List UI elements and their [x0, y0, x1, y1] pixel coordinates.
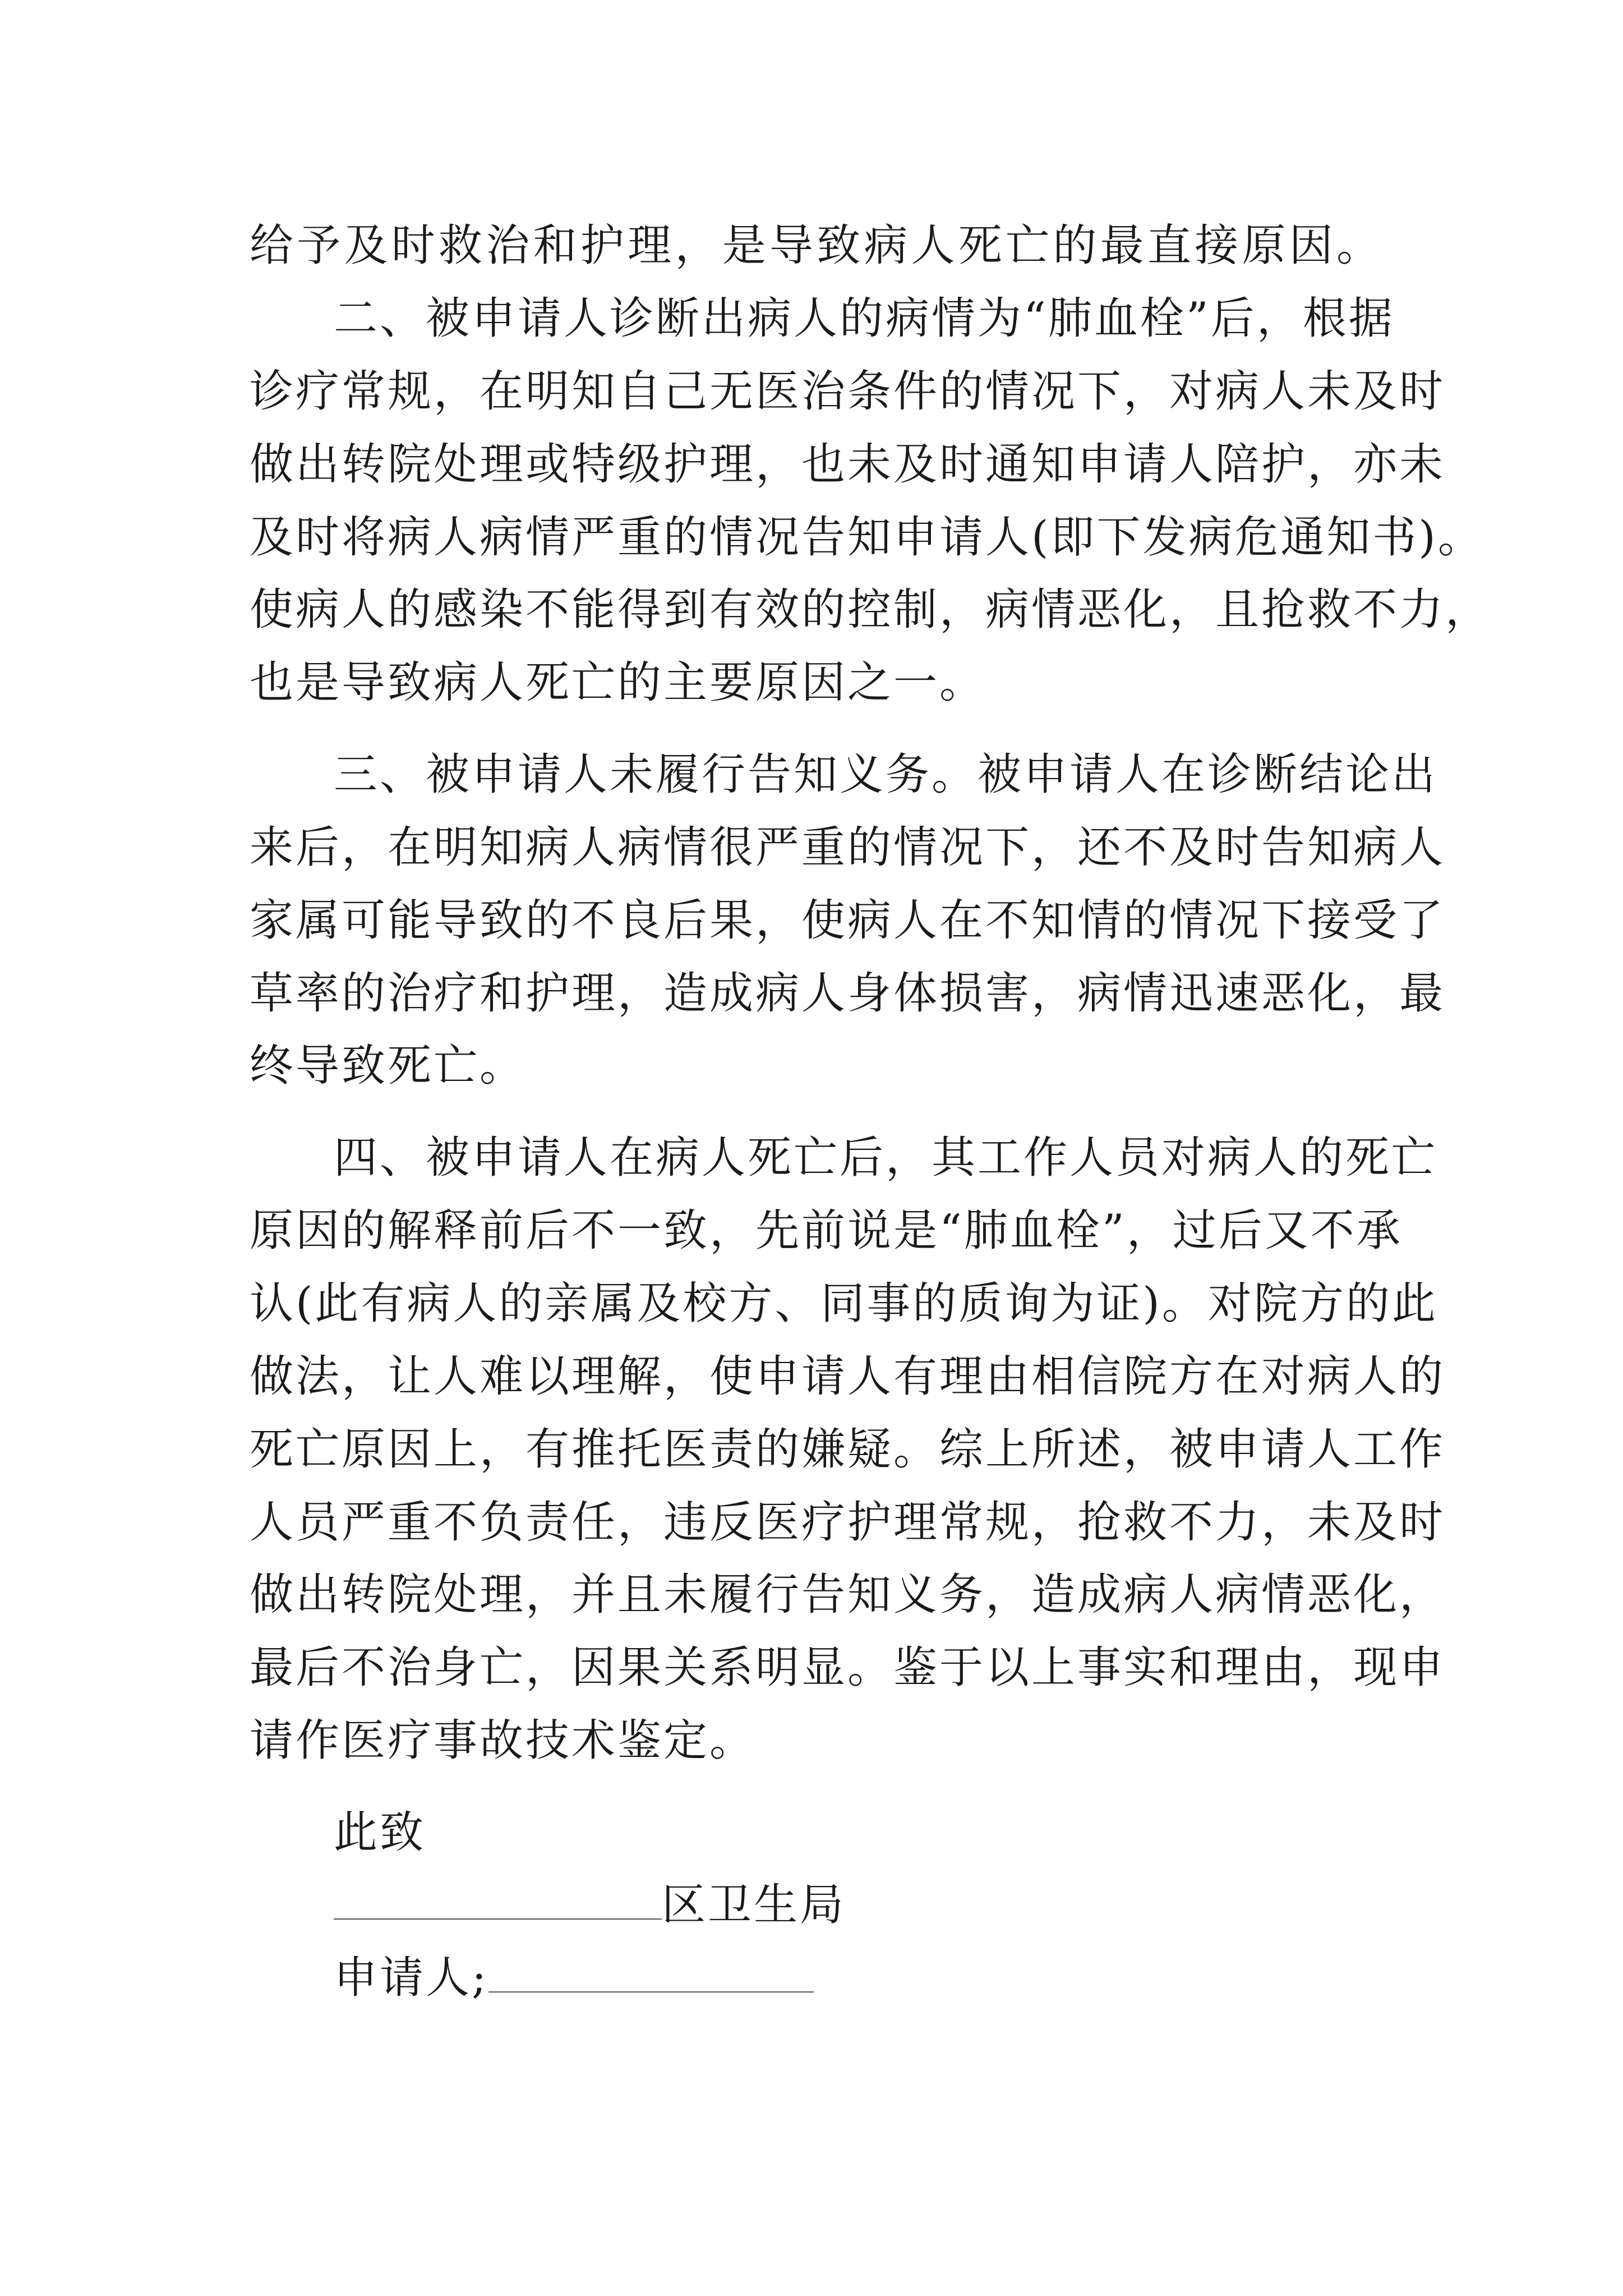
applicant-line: [334, 1950, 814, 2006]
body-line: 最后不治身亡，因果关系明显。鉴于以上事实和理由，现申: [250, 1642, 1446, 1693]
addressee-blank: [334, 1881, 662, 1920]
body-line: 及时将病人病情严重的情况告知申请人(即下发病危通知书)。: [250, 512, 1484, 563]
body-line: 四、被申请人在病人死亡后，其工作人员对病人的死亡: [334, 1133, 1438, 1183]
body-line: 也是导致病人死亡的主要原因之一。: [250, 657, 986, 708]
body-line: 人员严重不负责任，违反医疗护理常规，抢救不力，未及时: [250, 1497, 1446, 1548]
body-line: 死亡原因上，有推托医责的嫌疑。综上所述，被申请人工作: [250, 1424, 1446, 1475]
body-line: 认(此有病人的亲属及校方、同事的质询为证)。对院方的此: [250, 1278, 1438, 1329]
body-line: 做出转院处理或特级护理，也未及时通知申请人陪护，亦未: [250, 439, 1446, 490]
body-line: 来后，在明知病人病情很严重的情况下，还不及时告知病人: [250, 822, 1446, 873]
addressee-line: [334, 1877, 846, 1933]
body-line: 做法，让人难以理解，使申请人有理由相信院方在对病人的: [250, 1351, 1446, 1402]
body-line: 原因的解释前后不一致，先前说是“肺血栓”，过后又不承: [250, 1205, 1403, 1256]
body-line: 三、被申请人未履行告知义务。被申请人在诊断结论出: [334, 749, 1438, 800]
body-line: 诊疗常规，在明知自己无医治条件的情况下，对病人未及时: [250, 366, 1446, 417]
body-line: 家属可能导致的不良后果，使病人在不知情的情况下接受了: [250, 895, 1446, 946]
closing-salutation: 此致: [334, 1807, 426, 1858]
body-line: 终导致死亡。: [250, 1041, 526, 1091]
body-line: 请作医疗事故技术鉴定。: [250, 1715, 756, 1766]
body-line: 使病人的感染不能得到有效的控制，病情恶化，且抢救不力，: [250, 585, 1492, 635]
applicant-blank: [488, 1954, 814, 1993]
body-line: 二、被申请人诊断出病人的病情为“肺血栓”后，根据: [334, 293, 1395, 344]
body-line: 给予及时救治和护理，是导致病人死亡的最直接原因。: [250, 220, 1382, 271]
body-line: 草率的治疗和护理，造成病人身体损害，病情迅速恶化，最: [250, 968, 1446, 1019]
applicant-label: 申请人;: [334, 1953, 489, 2003]
body-line: 做出转院处理，并且未履行告知义务，造成病人病情恶化，: [250, 1570, 1446, 1620]
addressee-suffix: 区卫生局: [662, 1880, 846, 1930]
